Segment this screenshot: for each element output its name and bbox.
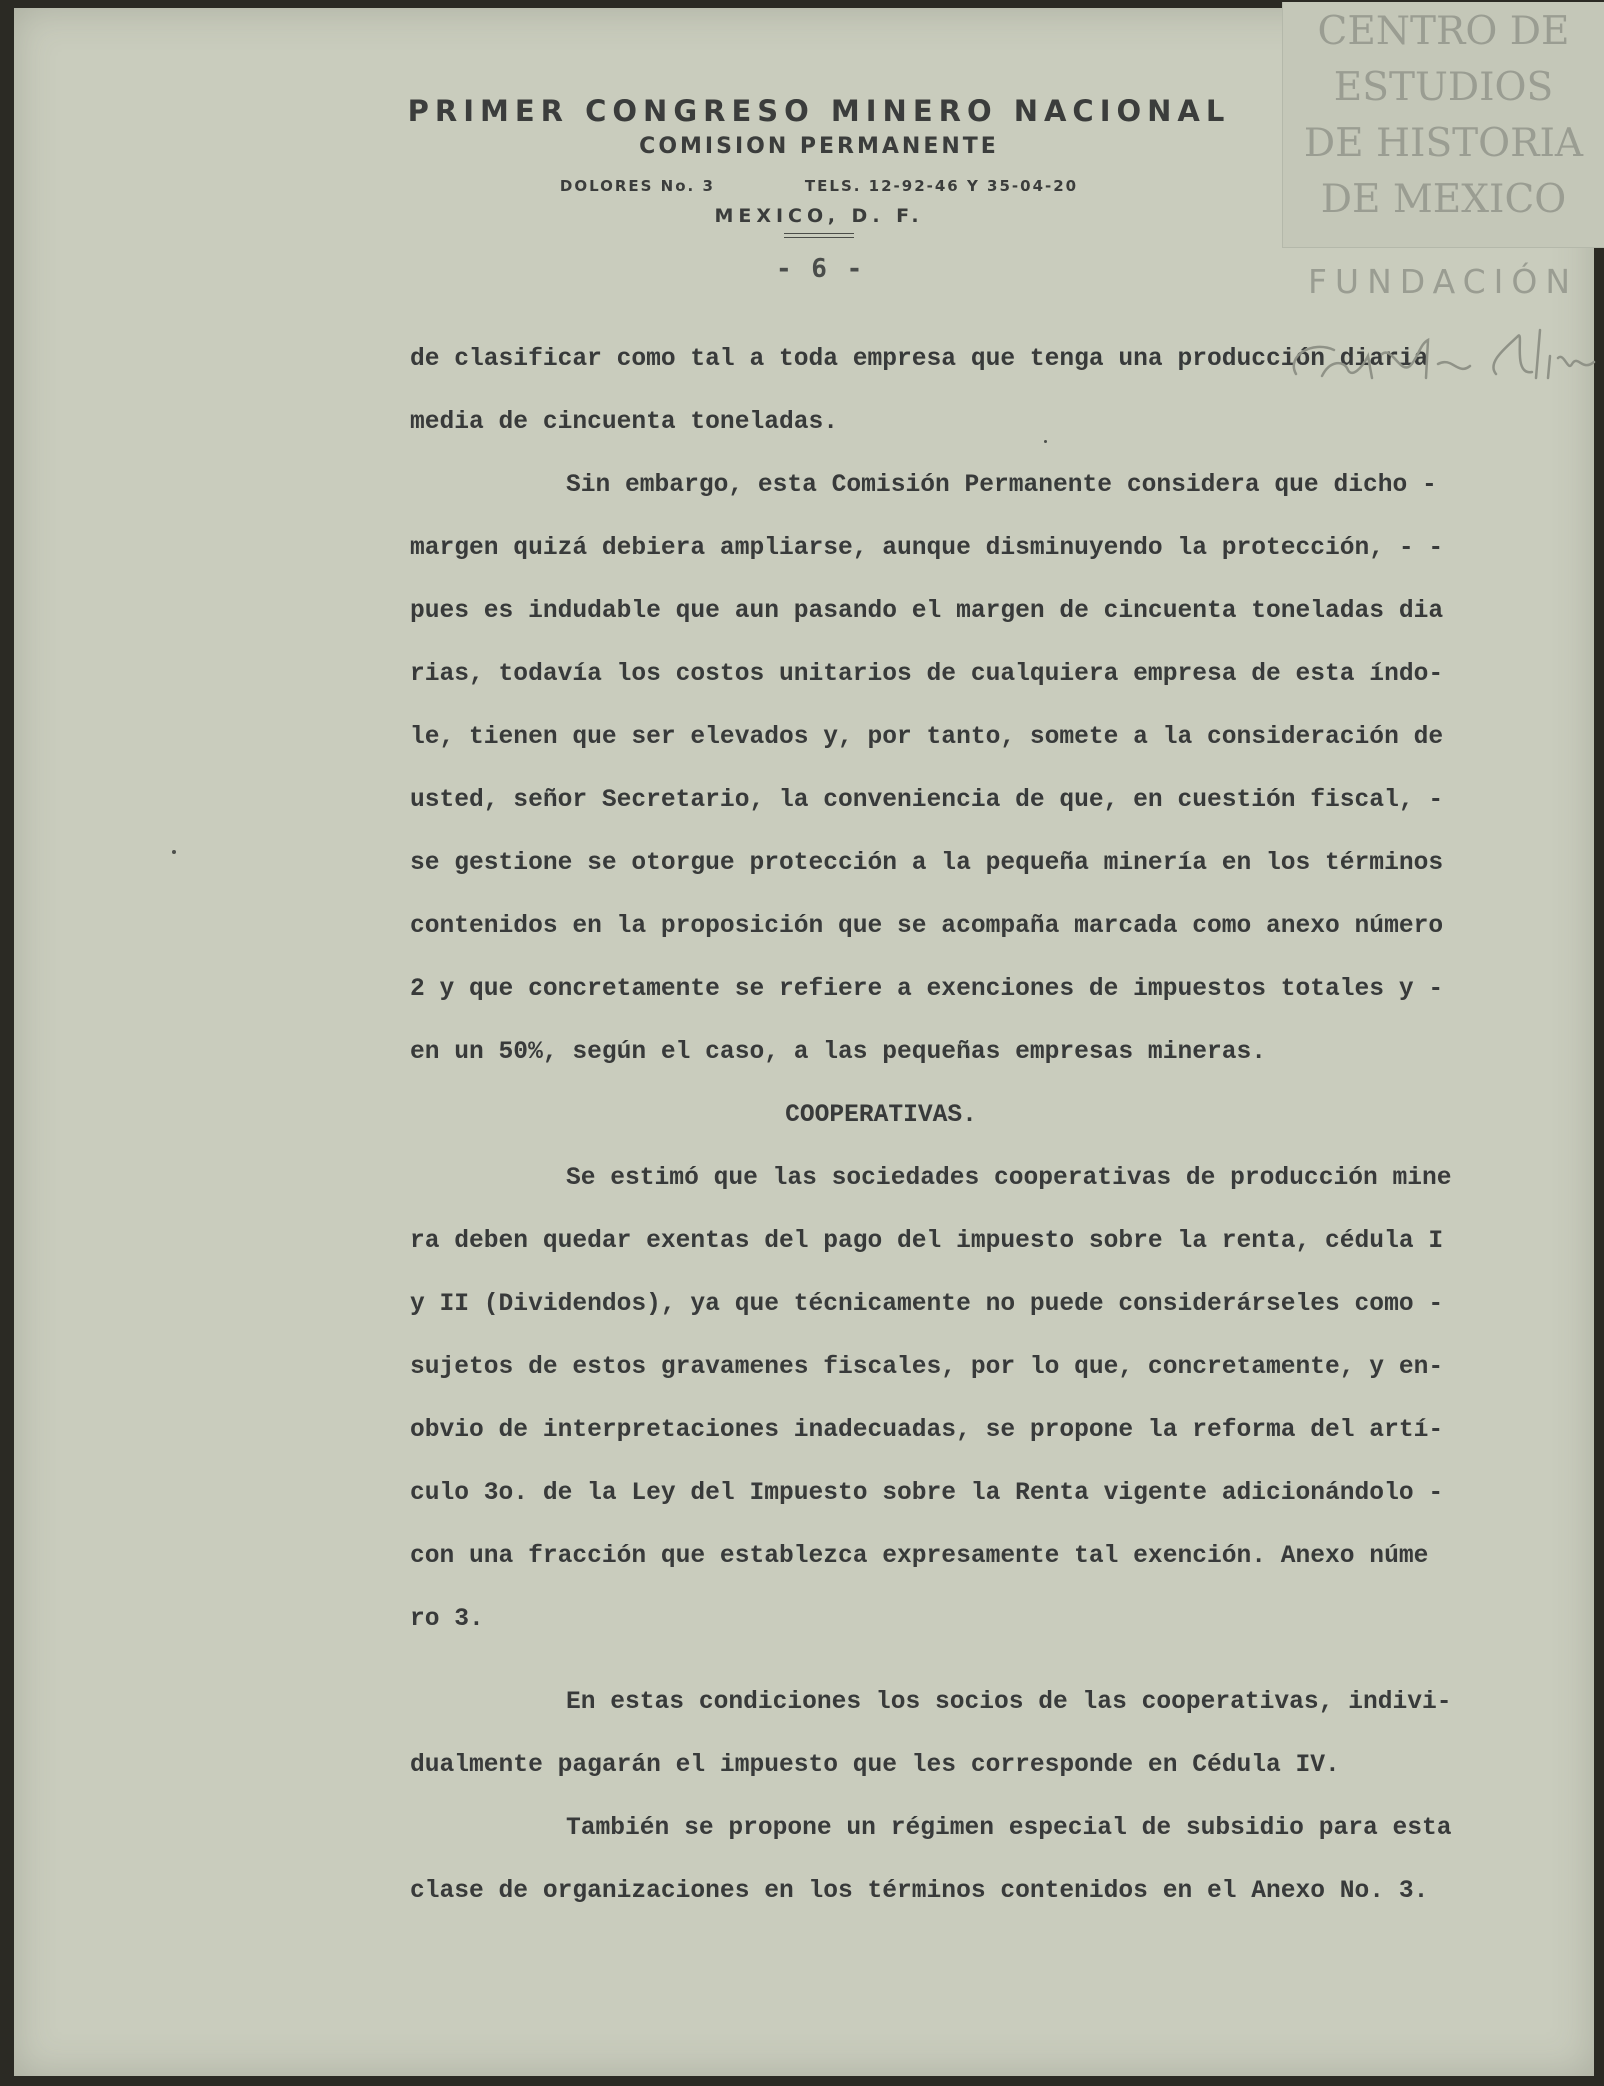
letterhead-title: PRIMER CONGRESO MINERO NACIONAL bbox=[407, 94, 1231, 128]
text-line: y II (Dividendos), ya que técnicamente no puede considerárseles como - bbox=[410, 1291, 1444, 1318]
text-line: pues es indudable que aun pasando el margen de cincuenta toneladas dia bbox=[410, 598, 1444, 625]
watermark-line: ESTUDIOS bbox=[1333, 65, 1554, 110]
text-line: obvio de interpretaciones inadecuadas, se propone la reforma del artí- bbox=[410, 1417, 1444, 1444]
watermark-line: DE MEXICO bbox=[1320, 177, 1567, 222]
text-line: ro 3. bbox=[410, 1606, 484, 1633]
text-line: sujetos de estos gravamenes fiscales, por lo que, concretamente, y en- bbox=[410, 1354, 1444, 1381]
text-line: con una fracción que establezca expresamente tal exención. Anexo núme bbox=[410, 1543, 1429, 1570]
letterhead-address: DOLORES No. 3 bbox=[559, 177, 715, 195]
text-line: clase de organizaciones en los términos contenidos en el Anexo No. 3. bbox=[410, 1878, 1429, 1905]
letterhead bbox=[324, 94, 1314, 238]
text-line: También se propone un régimen especial de subsidio para esta bbox=[566, 1815, 1452, 1842]
text-line: culo 3o. de la Ley del Impuesto sobre la Renta vigente adicionándolo - bbox=[410, 1480, 1444, 1507]
page-number: - 6 - bbox=[776, 254, 865, 284]
letterhead-rule bbox=[784, 233, 854, 238]
watermark-line: DE HISTORIA bbox=[1303, 121, 1584, 166]
text-line: en un 50%, según el caso, a las pequeñas empresas mineras. bbox=[410, 1039, 1267, 1066]
text-line: usted, señor Secretario, la conveniencia de que, en cuestión fiscal, - bbox=[410, 787, 1444, 814]
signature-icon bbox=[1282, 316, 1604, 396]
paper-speck bbox=[1044, 440, 1047, 443]
text-line: Se estimó que las sociedades cooperativas de producción mine bbox=[566, 1165, 1452, 1192]
text-line: de clasificar como tal a toda empresa que tenga una producción diaria bbox=[410, 346, 1429, 373]
signature-watermark bbox=[1282, 316, 1604, 396]
text-line: le, tienen que ser elevados y, por tanto, somete a la consideración de bbox=[410, 724, 1444, 751]
text-line: En estas condiciones los socios de las cooperativas, indivi- bbox=[566, 1689, 1452, 1716]
paper-speck bbox=[172, 850, 176, 854]
letterhead-city: MEXICO, D. F. bbox=[714, 205, 924, 227]
document-body bbox=[410, 346, 1522, 1941]
text-line: margen quizá debiera ampliarse, aunque disminuyendo la protección, - - bbox=[410, 535, 1444, 562]
text-line: se gestione se otorgue protección a la pequeña minería en los términos bbox=[410, 850, 1444, 877]
text-line: rias, todavía los costos unitarios de cualquiera empresa de esta índo- bbox=[410, 661, 1444, 688]
letterhead-contact bbox=[324, 177, 1314, 195]
text-line: Sin embargo, esta Comisión Permanente considera que dicho - bbox=[566, 472, 1437, 499]
letterhead-phones: TELS. 12-92-46 Y 35-04-20 bbox=[804, 177, 1079, 195]
watermark-foundation: FUNDACIÓN bbox=[1307, 262, 1579, 301]
text-line: 2 y que concretamente se refiere a exenciones de impuestos totales y - bbox=[410, 976, 1444, 1003]
text-line: dualmente pagarán el impuesto que les corresponde en Cédula IV. bbox=[410, 1752, 1340, 1779]
paragraph-gap bbox=[410, 1669, 1522, 1689]
letterhead-subtitle: COMISION PERMANENTE bbox=[639, 134, 999, 159]
archive-watermark bbox=[1282, 2, 1604, 248]
section-heading: COOPERATIVAS. bbox=[785, 1102, 977, 1129]
text-line: contenidos en la proposición que se acompaña marcada como anexo número bbox=[410, 913, 1444, 940]
text-line: media de cincuenta toneladas. bbox=[410, 409, 839, 436]
watermark-line: CENTRO DE bbox=[1317, 9, 1570, 54]
text-line: ra deben quedar exentas del pago del impuesto sobre la renta, cédula I bbox=[410, 1228, 1444, 1255]
